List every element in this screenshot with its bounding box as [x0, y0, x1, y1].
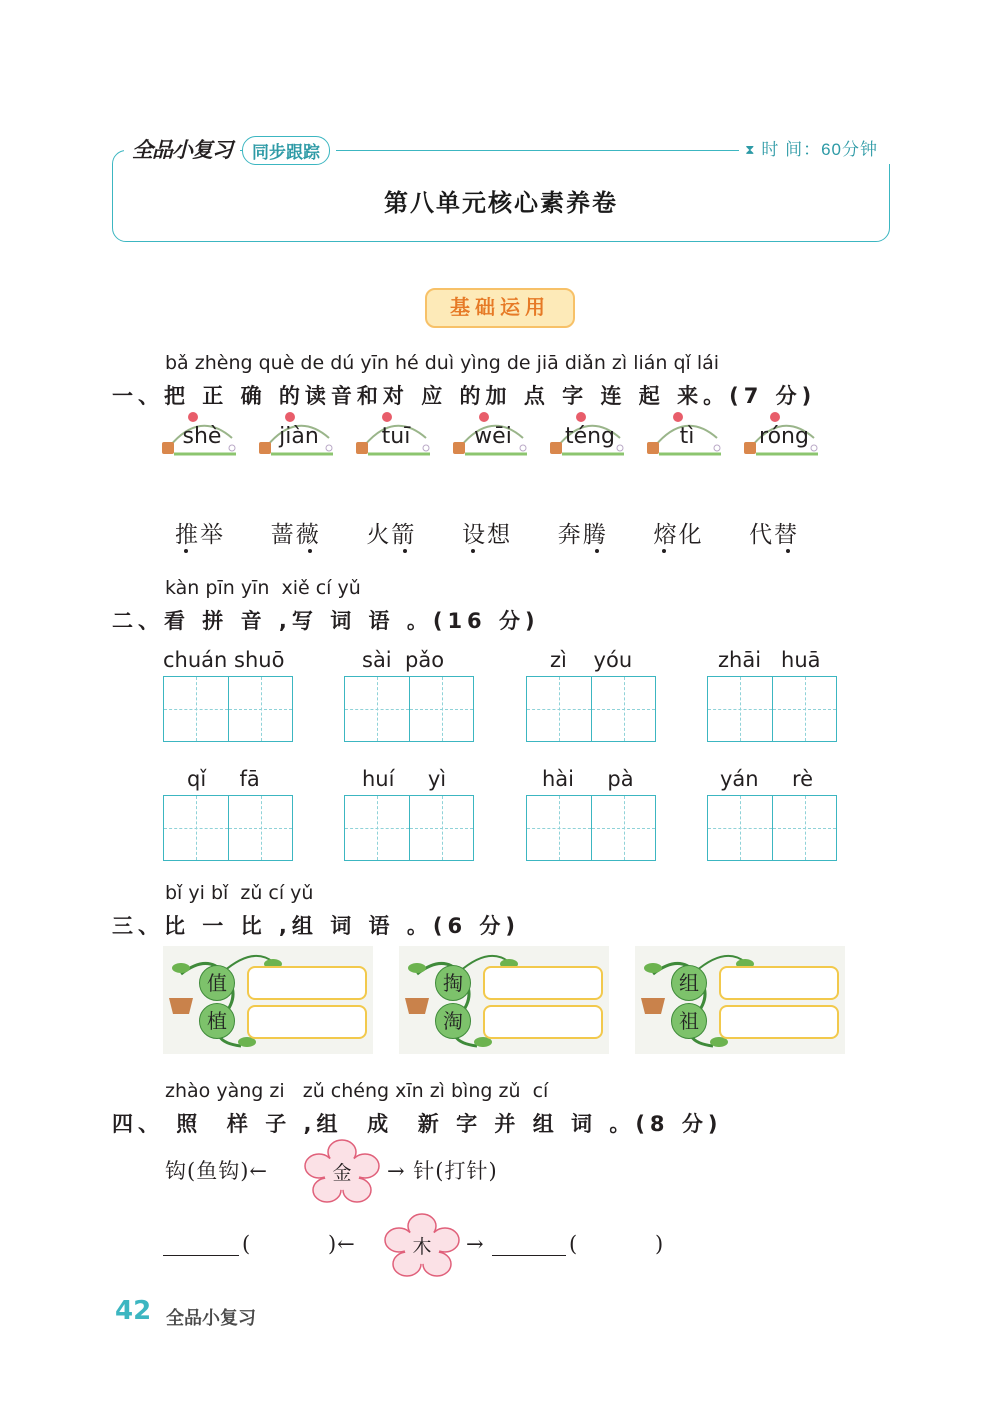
grid-pinyin: yán rè [720, 767, 814, 791]
word-item[interactable] [558, 516, 654, 549]
reading-text: wēi [474, 424, 512, 449]
reading-options [160, 408, 822, 460]
word-item[interactable] [653, 516, 749, 549]
grid-cells[interactable] [707, 795, 837, 861]
compare-char-top: 值 [199, 965, 235, 1001]
word-text: 设想 [462, 522, 513, 548]
header-divider [336, 150, 739, 151]
word-text: 代替 [749, 522, 800, 548]
grid-cells[interactable] [526, 676, 656, 742]
sync-tag-label: 同步跟踪 [242, 136, 330, 165]
reading-text: tì [679, 424, 695, 449]
grid-cells[interactable] [344, 676, 474, 742]
grid-cells[interactable] [344, 795, 474, 861]
q2-pinyin: kàn pīn yīn xiě cí yǔ [165, 577, 361, 599]
compare-char-top: 掏 [435, 965, 471, 1001]
blossom-example [303, 1138, 381, 1204]
word-item[interactable] [462, 516, 558, 549]
compare-char-bottom: 淘 [435, 1003, 471, 1039]
sync-tag [242, 136, 336, 164]
word-text: 奔腾 [557, 522, 608, 548]
word-text: 熔化 [653, 522, 704, 548]
answer-box[interactable] [719, 1005, 839, 1039]
q1-pinyin: bǎ zhèng què de dú yīn hé duì yìng de jiā diǎn zì lián qǐ lái [165, 352, 720, 374]
grid-pinyin: huí yì [362, 767, 447, 791]
time-limit-text: 时 间：60分钟 [761, 140, 878, 159]
task-arrow: → [466, 1232, 485, 1256]
answer-box[interactable] [719, 966, 839, 1000]
q2-title: 二、看 拼 音 ,写 词 语 。(16 分) [112, 609, 540, 633]
reading-text: róng [759, 424, 809, 449]
emphasis-dot [471, 549, 475, 553]
emphasis-dot [786, 549, 790, 553]
reading-card[interactable] [354, 408, 434, 460]
compare-card [635, 946, 845, 1054]
reading-card[interactable] [257, 408, 337, 460]
emphasis-dot [403, 549, 407, 553]
word-options [175, 516, 845, 549]
compare-char-top: 组 [671, 965, 707, 1001]
page-title: 第八单元核心素养卷 [384, 188, 618, 217]
reading-text: tuī [381, 424, 411, 449]
grid-pinyin: sài pǎo [362, 648, 445, 672]
reading-card[interactable] [160, 408, 240, 460]
q1-title: 一、把 正 确 的读音和对 应 的加 点 字 连 起 来。(7 分) [112, 384, 817, 408]
word-item[interactable] [175, 516, 271, 549]
grid-pinyin: zhāi huā [718, 648, 821, 672]
emphasis-dot [662, 549, 666, 553]
footer-brand: 全品小复习 [166, 1308, 256, 1328]
compare-char-bottom: 植 [199, 1003, 235, 1039]
emphasis-dot [184, 549, 188, 553]
word-text: 推举 [175, 522, 225, 548]
grid-pinyin: qǐ fā [187, 767, 260, 791]
answer-box[interactable] [483, 1005, 603, 1039]
reading-text: jiàn [279, 424, 319, 449]
blossom-char: 木 [412, 1235, 432, 1258]
blossom-char: 金 [332, 1161, 352, 1184]
answer-box[interactable] [247, 966, 367, 1000]
compare-card [163, 946, 373, 1054]
emphasis-dot [308, 549, 312, 553]
grid-pinyin: hài pà [542, 767, 634, 791]
word-text: 火箭 [366, 522, 417, 548]
word-item[interactable] [749, 516, 845, 549]
grid-cells[interactable] [526, 795, 656, 861]
page-number: 42 [115, 1296, 152, 1326]
answer-box[interactable] [247, 1005, 367, 1039]
grid-cells[interactable] [707, 676, 837, 742]
q4-pinyin: zhào yàng zi zǔ chéng xīn zì bìng zǔ cí [165, 1080, 549, 1102]
section-badge: 基础运用 [425, 288, 575, 328]
reading-card[interactable] [451, 408, 531, 460]
time-limit [739, 136, 890, 164]
word-item[interactable] [271, 516, 367, 549]
q4-title: 四、 照 样 子 ,组 成 新 字 并 组 词 。(8 分) [112, 1112, 723, 1136]
example-left: 钩(鱼钩)← [165, 1159, 268, 1183]
task-left: ( )← [242, 1232, 356, 1256]
answer-blank[interactable] [492, 1255, 566, 1256]
answer-box[interactable] [483, 966, 603, 1000]
reading-card[interactable] [645, 408, 725, 460]
blossom-task [383, 1212, 461, 1278]
reading-card[interactable] [742, 408, 822, 460]
answer-blank[interactable] [163, 1255, 239, 1256]
header-bar [124, 136, 890, 164]
brand-logo: 全品小复习 [124, 136, 240, 164]
task-right: ( ) [569, 1232, 665, 1256]
compare-char-bottom: 祖 [671, 1003, 707, 1039]
word-item[interactable] [366, 516, 462, 549]
example-right: → 针(打针) [387, 1159, 498, 1183]
grid-cells[interactable] [163, 795, 293, 861]
grid-cells[interactable] [163, 676, 293, 742]
q3-title: 三、比 一 比 ,组 词 语 。(6 分) [112, 914, 520, 938]
compare-card [399, 946, 609, 1054]
grid-pinyin: zì yóu [550, 648, 633, 672]
q3-pinyin: bǐ yi bǐ zǔ cí yǔ [165, 882, 314, 904]
emphasis-dot [595, 549, 599, 553]
grid-pinyin: chuán shuō [163, 648, 285, 672]
reading-card[interactable] [548, 408, 628, 460]
reading-text: téng [564, 424, 616, 449]
reading-text: shè [182, 424, 222, 449]
hourglass-icon: ⧗ [745, 142, 756, 157]
word-text: 蔷薇 [270, 522, 321, 548]
